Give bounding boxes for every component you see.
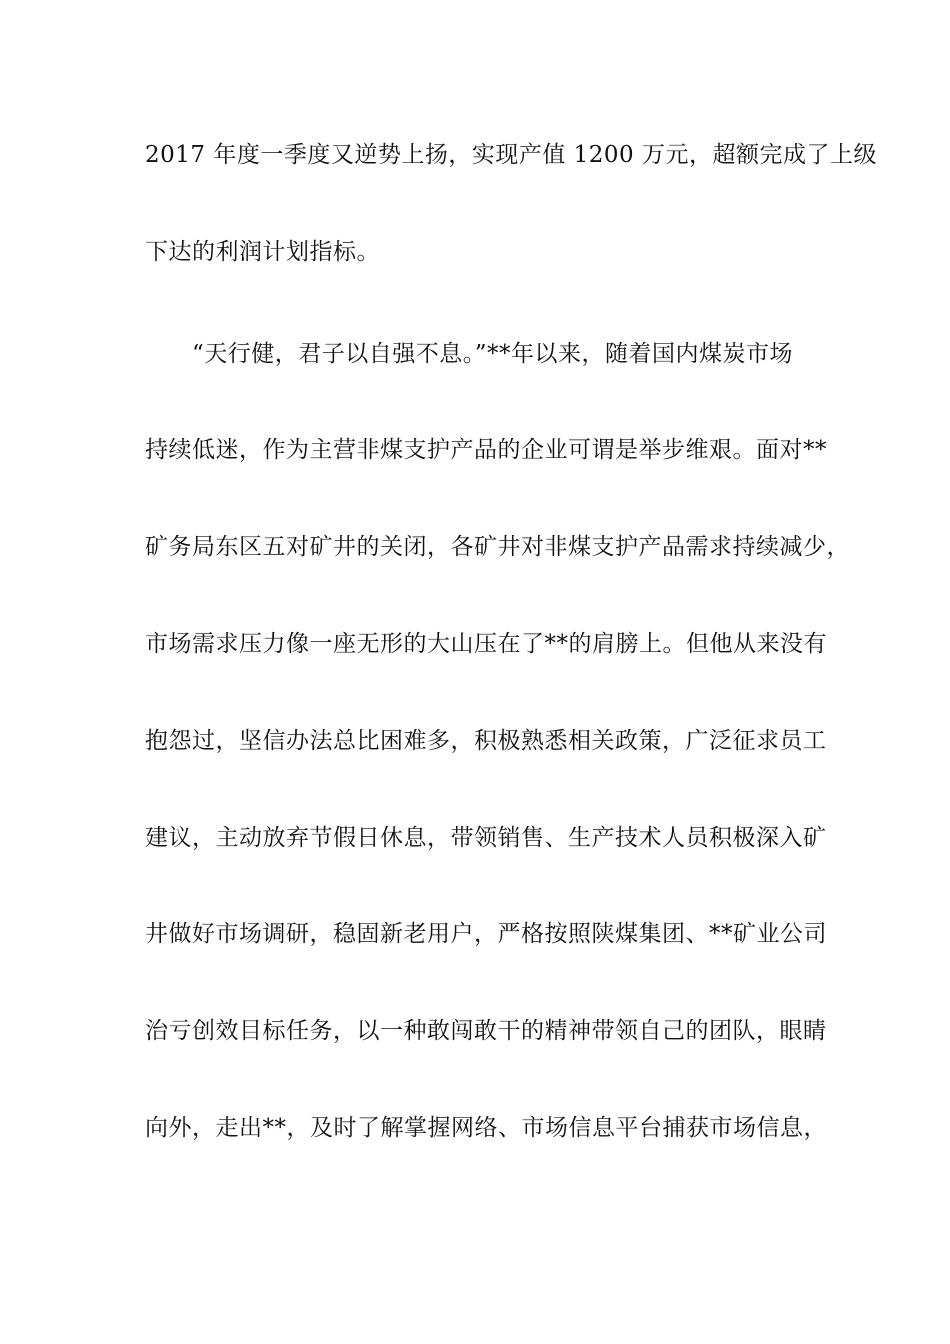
paragraph-line-7: 抱怨过，坚信办法总比困难多，积极熟悉相关政策，广泛征求员工: [145, 728, 827, 754]
paragraph-line-2: 下达的利润计划指标。: [145, 239, 380, 265]
paragraph-line-10: 治亏创效目标任务，以一种敢闯敢干的精神带领自己的团队，眼睛: [145, 1018, 827, 1044]
paragraph-line-11: 向外，走出**，及时了解掌握网络、市场信息平台捕获市场信息，: [145, 1115, 827, 1141]
paragraph-line-6: 市场需求压力像一座无形的大山压在了**的肩膀上。但他从来没有: [145, 631, 827, 657]
paragraph-line-9: 井做好市场调研，稳固新老用户，严格按照陕煤集团、**矿业公司: [145, 921, 827, 947]
paragraph-line-3: “天行健，君子以自强不息。”**年以来，随着国内煤炭市场: [192, 341, 794, 367]
paragraph-line-1: 2017 年度一季度又逆势上扬，实现产值 1200 万元，超额完成了上级: [145, 142, 877, 168]
paragraph-line-5: 矿务局东区五对矿井的关闭，各矿井对非煤支护产品需求持续减少，: [145, 534, 850, 560]
paragraph-line-8: 建议，主动放弃节假日休息，带领销售、生产技术人员积极深入矿: [145, 825, 827, 851]
paragraph-line-4: 持续低迷，作为主营非煤支护产品的企业可谓是举步维艰。面对**: [145, 437, 827, 463]
